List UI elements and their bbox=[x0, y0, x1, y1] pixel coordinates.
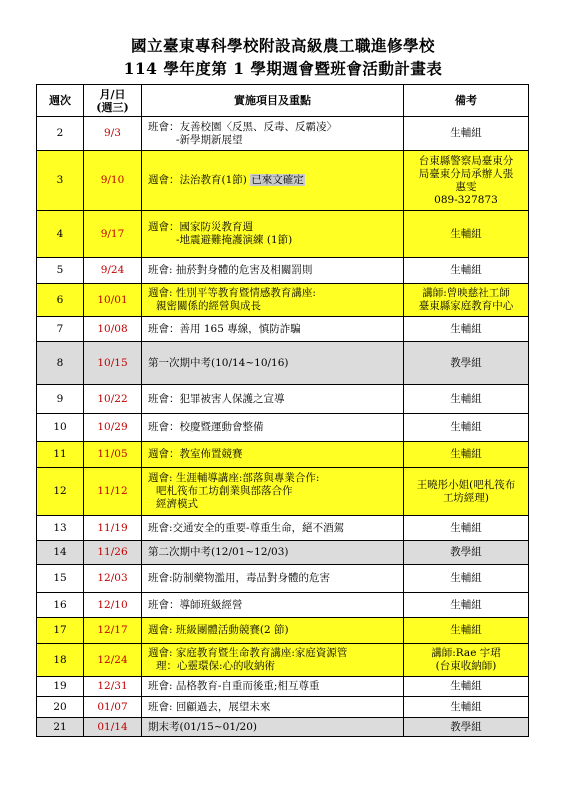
header-date-line2: (週三) bbox=[96, 100, 129, 114]
cell-week: 14 bbox=[37, 541, 84, 565]
cell-note bbox=[404, 342, 529, 385]
header-date bbox=[84, 85, 142, 117]
cell-item bbox=[142, 718, 404, 737]
table-row bbox=[37, 151, 529, 211]
table-row bbox=[37, 565, 529, 593]
item-line-text: 週會：教室佈置競賽 bbox=[148, 448, 243, 460]
cell-week: 5 bbox=[37, 258, 84, 284]
cell-date: 12/24 bbox=[84, 644, 142, 677]
cell-item bbox=[142, 258, 404, 284]
item-line-text: 週會: 家庭教育暨生命教育講座:家庭資源管 bbox=[148, 647, 348, 659]
item-line bbox=[148, 701, 403, 714]
table-row bbox=[37, 442, 529, 468]
note-line: 生輔組 bbox=[450, 700, 482, 713]
cell-item bbox=[142, 697, 404, 718]
cell-item bbox=[142, 151, 404, 211]
table-row bbox=[37, 697, 529, 718]
item-line-text: 理：心靈環保:心的收納術 bbox=[156, 660, 276, 672]
cell-item bbox=[142, 541, 404, 565]
item-line bbox=[148, 472, 403, 485]
item-line bbox=[148, 721, 403, 734]
cell-item bbox=[142, 565, 404, 593]
item-line-text: 班會: 回顧過去，展望未來 bbox=[148, 700, 271, 713]
item-line-text: 吧札筏布工坊創業與部落合作 bbox=[156, 485, 293, 497]
item-line-text: 班會:交通安全的重要-尊重生命，絕不酒駕 bbox=[148, 521, 345, 534]
item-line-text: -地震避難掩護演練 (1節) bbox=[176, 234, 293, 246]
cell-note bbox=[404, 284, 529, 317]
note-line: 工坊經理) bbox=[442, 491, 490, 504]
activity-plan-table bbox=[36, 84, 529, 737]
item-line-text: 班會:防制藥物濫用，毒品對身體的危害 bbox=[148, 572, 331, 584]
item-line bbox=[148, 221, 403, 234]
item-line-text: 班會：善用 165 專線，慎防詐騙 bbox=[148, 322, 301, 335]
cell-note bbox=[404, 718, 529, 737]
note-line: 講師:Rae 宇珺 bbox=[431, 647, 501, 659]
item-line bbox=[148, 448, 403, 461]
item-line-text: 週會：國家防災教育週 bbox=[148, 221, 253, 233]
page-title-line1: 國立臺東專科學校附設高級農工職進修學校 bbox=[130, 36, 435, 55]
cell-note bbox=[404, 644, 529, 677]
cell-week: 18 bbox=[37, 644, 84, 677]
note-line: 089-327873 bbox=[434, 193, 498, 206]
item-line-text: 班會：導師班級經營 bbox=[148, 598, 243, 611]
cell-note bbox=[404, 565, 529, 593]
cell-date: 01/14 bbox=[84, 718, 142, 737]
item-line-text: 班會：友善校園〈反黑、反毒、反霸凌〉 bbox=[148, 120, 337, 133]
confirmed-badge: 已來文確定 bbox=[251, 174, 304, 186]
cell-item bbox=[142, 516, 404, 541]
cell-note bbox=[404, 593, 529, 618]
header-item: 實施項目及重點 bbox=[142, 85, 404, 117]
item-line-text: 第一次期中考(10/14~10/16) bbox=[148, 356, 289, 369]
item-line bbox=[148, 546, 403, 559]
table-header-row bbox=[37, 85, 529, 117]
cell-date: 12/10 bbox=[84, 593, 142, 618]
cell-note bbox=[404, 258, 529, 284]
cell-date: 10/15 bbox=[84, 342, 142, 385]
cell-week: 4 bbox=[37, 211, 84, 258]
cell-item bbox=[142, 211, 404, 258]
note-line: 王曉彤小姐(吧札筏布 bbox=[416, 478, 516, 491]
note-line: 生輔組 bbox=[450, 598, 482, 611]
note-line: 生輔組 bbox=[450, 264, 482, 276]
cell-week: 20 bbox=[37, 697, 84, 718]
cell-note bbox=[404, 414, 529, 442]
table-row bbox=[37, 593, 529, 618]
cell-week: 3 bbox=[37, 151, 84, 211]
table-row bbox=[37, 618, 529, 644]
table-row bbox=[37, 468, 529, 516]
cell-week: 8 bbox=[37, 342, 84, 385]
item-line-text: 班會: 品格教育-自重而後重;相互尊重 bbox=[148, 680, 320, 692]
cell-note bbox=[404, 516, 529, 541]
cell-week: 15 bbox=[37, 565, 84, 593]
cell-week: 19 bbox=[37, 677, 84, 697]
cell-item bbox=[142, 117, 404, 151]
table-row bbox=[37, 385, 529, 414]
item-line bbox=[148, 624, 403, 637]
cell-week: 11 bbox=[37, 442, 84, 468]
cell-week: 17 bbox=[37, 618, 84, 644]
item-line-text: 週會: 性別平等教育暨情感教育講座: bbox=[148, 287, 316, 299]
cell-week: 9 bbox=[37, 385, 84, 414]
item-line bbox=[148, 287, 403, 300]
cell-note bbox=[404, 618, 529, 644]
cell-date: 10/08 bbox=[84, 317, 142, 342]
item-line bbox=[148, 498, 403, 511]
table-row bbox=[37, 644, 529, 677]
item-line bbox=[148, 174, 403, 187]
item-line bbox=[148, 121, 403, 134]
cell-item bbox=[142, 593, 404, 618]
note-line: 臺東縣家庭教育中心 bbox=[418, 300, 514, 312]
item-line-text: 班會：犯罪被害人保護之宣導 bbox=[148, 392, 285, 405]
item-line-text: 親密關係的經營與成長 bbox=[156, 300, 261, 312]
note-line: 生輔組 bbox=[450, 127, 482, 139]
cell-date: 11/12 bbox=[84, 468, 142, 516]
table-body bbox=[37, 117, 529, 737]
table-row bbox=[37, 284, 529, 317]
item-line bbox=[148, 522, 403, 535]
cell-week: 6 bbox=[37, 284, 84, 317]
cell-item bbox=[142, 317, 404, 342]
item-line-text: 班會：校慶暨運動會整備 bbox=[148, 421, 264, 433]
item-line bbox=[148, 647, 403, 660]
item-line bbox=[148, 485, 403, 498]
item-line-text: 經濟模式 bbox=[156, 498, 198, 510]
table-row bbox=[37, 516, 529, 541]
note-line: (台東收納師) bbox=[435, 660, 497, 672]
cell-note bbox=[404, 317, 529, 342]
item-line bbox=[148, 393, 403, 406]
cell-note bbox=[404, 385, 529, 414]
note-line: 教學組 bbox=[450, 356, 482, 369]
cell-date: 11/26 bbox=[84, 541, 142, 565]
item-line-text: -新學期新展望 bbox=[176, 133, 243, 146]
cell-week: 13 bbox=[37, 516, 84, 541]
table-row bbox=[37, 414, 529, 442]
item-line bbox=[148, 599, 403, 612]
cell-date: 9/24 bbox=[84, 258, 142, 284]
cell-date: 10/29 bbox=[84, 414, 142, 442]
item-line-text: 週會: 生涯輔導講座:部落與專業合作: bbox=[148, 472, 320, 484]
cell-item bbox=[142, 677, 404, 697]
note-line: 惠雯 bbox=[455, 180, 477, 193]
note-line: 講師:曾映慈社工師 bbox=[422, 287, 510, 299]
note-line: 生輔組 bbox=[450, 521, 482, 534]
cell-note bbox=[404, 151, 529, 211]
cell-note bbox=[404, 442, 529, 468]
page-title-line2: 114 學年度第 1 學期週會暨班會活動計畫表 bbox=[123, 59, 443, 78]
item-line bbox=[148, 323, 403, 336]
cell-note bbox=[404, 541, 529, 565]
note-line: 教學組 bbox=[450, 720, 482, 733]
note-line: 生輔組 bbox=[450, 322, 482, 335]
table-row bbox=[37, 342, 529, 385]
cell-date: 11/19 bbox=[84, 516, 142, 541]
note-line: 生輔組 bbox=[450, 624, 482, 636]
cell-date: 10/22 bbox=[84, 385, 142, 414]
header-week: 週次 bbox=[37, 85, 84, 117]
cell-item bbox=[142, 468, 404, 516]
header-date-line1: 月/日 bbox=[99, 87, 126, 101]
cell-date: 12/31 bbox=[84, 677, 142, 697]
item-line bbox=[148, 680, 403, 693]
cell-item bbox=[142, 618, 404, 644]
table-row bbox=[37, 258, 529, 284]
header-note: 備考 bbox=[404, 85, 529, 117]
cell-date: 9/3 bbox=[84, 117, 142, 151]
note-line: 教學組 bbox=[450, 546, 482, 558]
cell-week: 7 bbox=[37, 317, 84, 342]
cell-date: 9/17 bbox=[84, 211, 142, 258]
cell-item bbox=[142, 644, 404, 677]
note-line: 生輔組 bbox=[450, 227, 482, 240]
cell-date: 11/05 bbox=[84, 442, 142, 468]
note-line: 生輔組 bbox=[450, 448, 482, 460]
cell-date: 12/17 bbox=[84, 618, 142, 644]
cell-date: 01/07 bbox=[84, 697, 142, 718]
cell-date: 9/10 bbox=[84, 151, 142, 211]
cell-week: 16 bbox=[37, 593, 84, 618]
cell-date: 10/01 bbox=[84, 284, 142, 317]
cell-item bbox=[142, 385, 404, 414]
table-row bbox=[37, 677, 529, 697]
cell-note bbox=[404, 117, 529, 151]
cell-week: 10 bbox=[37, 414, 84, 442]
table-row bbox=[37, 211, 529, 258]
cell-week: 21 bbox=[37, 718, 84, 737]
item-line bbox=[148, 134, 403, 147]
item-line bbox=[148, 300, 403, 313]
item-line bbox=[148, 264, 403, 277]
item-line-text: 週會: 班級團體活動競賽(2 節) bbox=[148, 624, 289, 636]
table-row bbox=[37, 541, 529, 565]
item-line-text: 週會：法治教育(1節) bbox=[148, 174, 247, 186]
note-line: 生輔組 bbox=[450, 421, 482, 433]
cell-week: 2 bbox=[37, 117, 84, 151]
table-row bbox=[37, 718, 529, 737]
item-line bbox=[148, 357, 403, 370]
item-line bbox=[148, 572, 403, 585]
cell-week: 12 bbox=[37, 468, 84, 516]
cell-date: 12/03 bbox=[84, 565, 142, 593]
note-line: 生輔組 bbox=[450, 680, 482, 692]
note-line: 生輔組 bbox=[450, 392, 482, 405]
note-line: 局臺東分局承辦人張 bbox=[418, 167, 514, 180]
item-line bbox=[148, 234, 403, 247]
table-row bbox=[37, 317, 529, 342]
cell-note bbox=[404, 697, 529, 718]
cell-note bbox=[404, 677, 529, 697]
note-line: 生輔組 bbox=[450, 572, 482, 584]
item-line-text: 期末考(01/15~01/20) bbox=[148, 720, 258, 733]
cell-note bbox=[404, 211, 529, 258]
item-line-text: 第二次期中考(12/01~12/03) bbox=[148, 546, 289, 558]
cell-item bbox=[142, 342, 404, 385]
table-row bbox=[37, 117, 529, 151]
cell-item bbox=[142, 284, 404, 317]
cell-item bbox=[142, 442, 404, 468]
item-line bbox=[148, 421, 403, 434]
cell-item bbox=[142, 414, 404, 442]
note-line: 台東縣警察局臺東分 bbox=[418, 154, 514, 167]
item-line-text: 班會: 抽菸對身體的危害及相關罰則 bbox=[148, 264, 313, 276]
item-line bbox=[148, 660, 403, 673]
cell-note bbox=[404, 468, 529, 516]
